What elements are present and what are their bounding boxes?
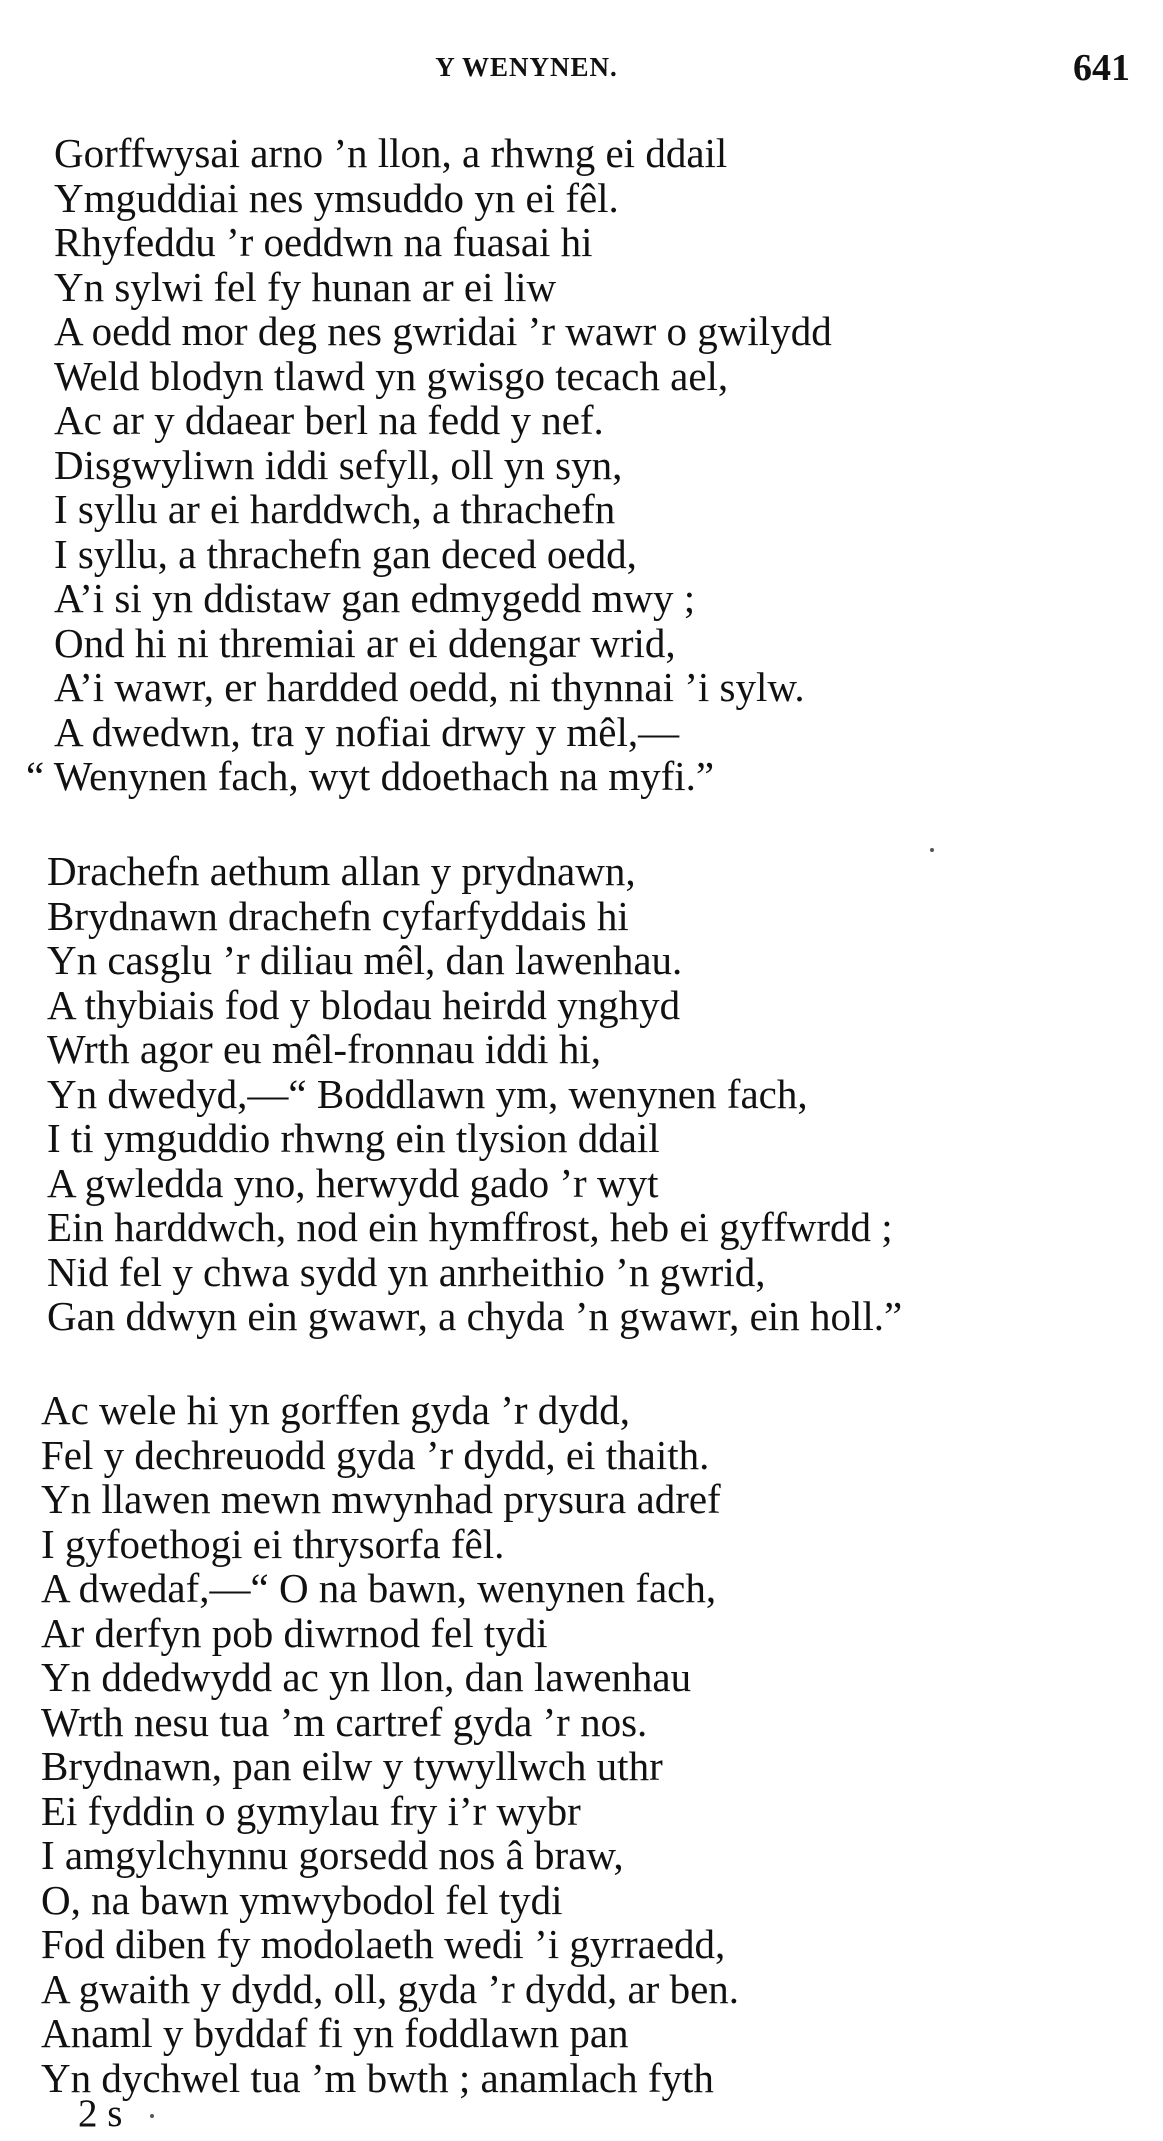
ink-speck [150,2114,154,2118]
poem-line: Yn dychwel tua ’m bwth ; anamlach fyth [41,2054,714,2101]
poem-line: Brydnawn drachefn cyfarfyddais hi [47,892,629,939]
poem-line: Nid fel y chwa sydd yn anrheithio ’n gwrid, [47,1248,766,1295]
poem-line: Gan ddwyn ein gwawr, a chyda ’n gwawr, ein holl.” [47,1293,903,1339]
signature-mark: 2 s [78,2092,123,2135]
poem-line: A oedd mor deg nes gwridai ’r wawr o gwilydd [54,308,832,354]
poem-line: Fel y dechreuodd gyda ’r dydd, ei thaith. [41,1431,710,1478]
poem-line: Ac wele hi yn gorffen gyda ’r dydd, [41,1387,631,1433]
poem-line: A dwedwn, tra y nofiai drwy y mêl,— [54,708,680,755]
poem-line: Weld blodyn tlawd yn gwisgo tecach ael, [54,352,729,399]
stanza [47,849,902,1339]
poem-line: I syllu, a thrachefn gan deced oedd, [54,530,637,577]
poem-line: I amgylchynnu gorsedd nos â braw, [41,1832,624,1878]
poem-line: Disgwyliwn iddi sefyll, oll yn syn, [54,441,623,488]
page-number: 641 [1073,47,1130,89]
poem-line: Brydnawn, pan eilw y tywyllwch uthr [41,1743,663,1789]
poem-line: Ymguddiai nes ymsuddo yn ei fêl. [54,174,619,221]
poem-line: Drachefn aethum allan y prydnawn, [47,848,636,894]
poem-line: Anaml y byddaf fi yn foddlawn pan [41,2010,629,2056]
ink-speck [930,848,934,852]
poem-line: Wrth nesu tua ’m cartref gyda ’r nos. [41,1698,648,1745]
poem-line: Ar derfyn pob diwrnod fel tydi [41,1609,548,1656]
running-title: Y WENYNEN. [435,52,618,82]
poem-line: A’i si yn ddistaw gan edmygedd mwy ; [54,575,696,621]
poem-line: “ Wenynen fach, wyt ddoethach na myfi.” [26,753,715,799]
poem-line: A gwledda yno, herwydd gado ’r wyt [47,1159,659,1206]
poem-line: Wrth agor eu mêl-fronnau iddi hi, [47,1026,601,1072]
stanza [26,130,832,799]
poem-line: Gorffwysai arno ’n llon, a rhwng ei ddail [54,130,728,176]
poem-line: A’i wawr, er hardded oedd, ni thynnai ’i sylw. [54,664,805,710]
poem-line: A thybiais fod y blodau heirdd ynghyd [47,981,681,1028]
poem-line: Yn ddedwydd ac yn llon, dan lawenhau [41,1654,692,1700]
poem-line: Yn llawen mewn mwynhad prysura adref [41,1476,721,1522]
poem-line: A gwaith y dydd, oll, gyda ’r dydd, ar ben. [41,1965,740,2012]
poem-line: Yn sylwi fel fy hunan ar ei liw [54,263,557,310]
poem-line: Ein harddwch, nod ein hymffrost, heb ei gyffwrdd ; [47,1204,893,1250]
poem-line: Yn dwedyd,—“ Boddlawn ym, wenynen fach, [47,1070,808,1117]
poem-line: Ond hi ni thremiai ar ei ddengar wrid, [54,619,676,666]
poem-line: O, na bawn ymwybodol fel tydi [41,1876,563,1923]
poem-line: I ti ymguddio rhwng ein tlysion ddail [47,1115,660,1161]
poem-line: Rhyfeddu ’r oeddwn na fuasai hi [54,219,593,265]
poem-line: Ac ar y ddaear berl na fedd y nef. [54,397,604,443]
poem-line: Ei fyddin o gymylau fry i’r wybr [41,1787,581,1834]
poem-line: Fod diben fy modolaeth wedi ’i gyrraedd, [41,1921,726,1967]
stanza [41,1388,739,2100]
poem-line: I gyfoethogi ei thrysorfa fêl. [41,1520,505,1567]
poem-line: A dwedaf,—“ O na bawn, wenynen fach, [41,1565,717,1611]
poem-line: Yn casglu ’r diliau mêl, dan lawenhau. [47,937,683,983]
poem-line: I syllu ar ei harddwch, a thrachefn [54,486,616,532]
